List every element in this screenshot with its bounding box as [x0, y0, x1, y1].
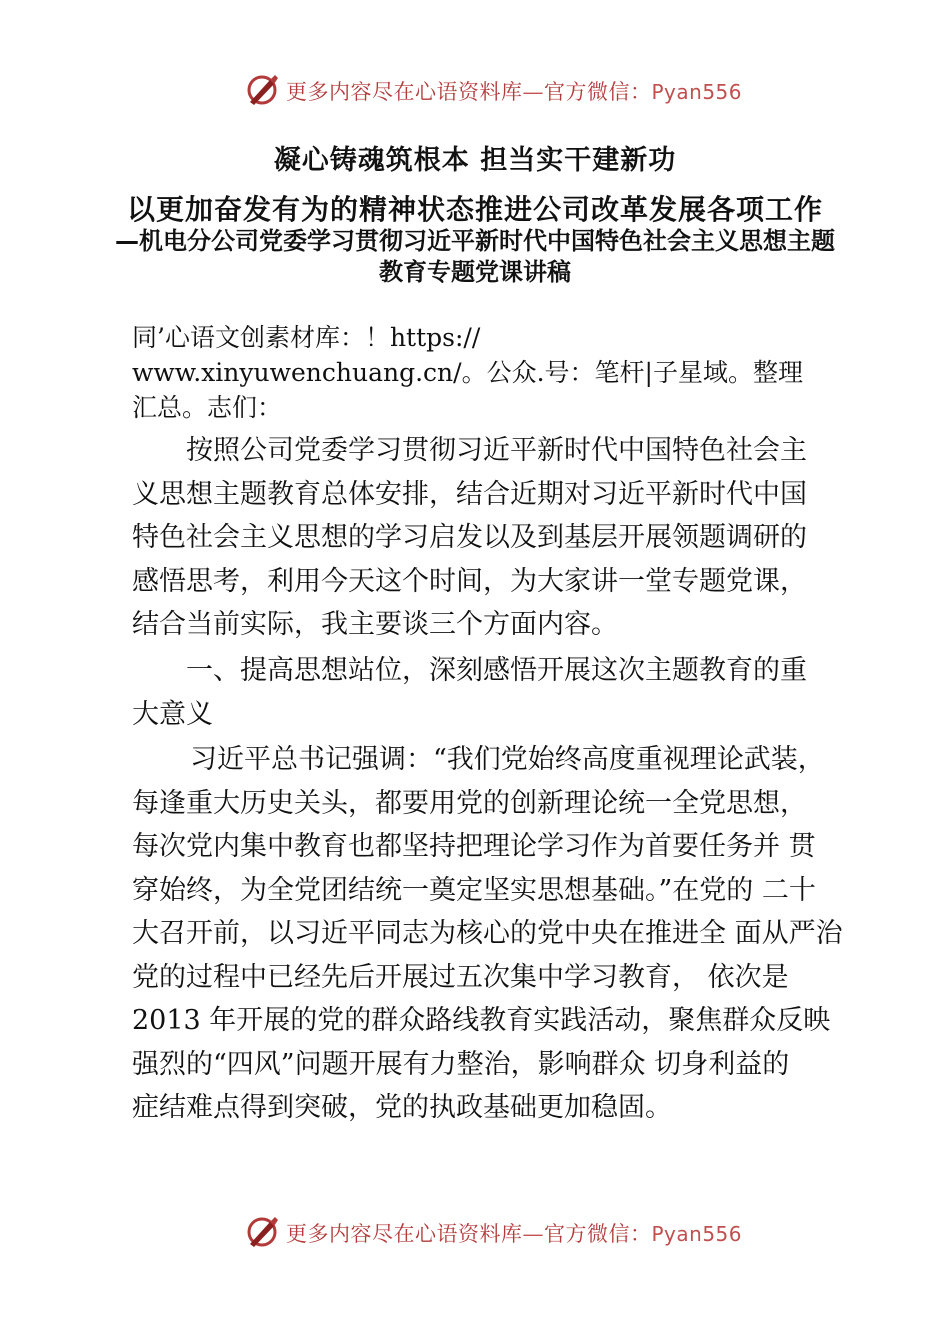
banner-text: 更多内容尽在心语资料库—官方微信：Pyan556: [286, 80, 743, 104]
paragraph-line: 2013 年开展的党的群众路线教育实践活动，聚焦群众反映: [132, 1005, 831, 1036]
paragraph-line: 每次党内集中教育也都坚持把理论学习作为首要任务并 贯: [132, 831, 816, 862]
footer-banner: [0, 1212, 950, 1256]
document-subtitle: 以更加奋发有为的精神状态推进公司改革发展各项工作: [126, 193, 823, 226]
source-note: [132, 320, 852, 425]
section-heading-1: 一、提高思想站位，深刻感悟开展这次主题教育的重大意义: [132, 655, 807, 730]
source-note-line: 同’心语文创素材库：！https://: [132, 323, 481, 352]
paragraph-line: 习近平总书记强调：“我们党始终高度重视理论武装，: [190, 744, 825, 775]
paragraph-line: 穿始终，为全党团结统一奠定坚实思想基础。”在党的 二十: [132, 874, 816, 906]
banner-text: 更多内容尽在心语资料库—官方微信：Pyan556: [286, 1222, 743, 1246]
body-paragraph-2: [132, 738, 843, 1130]
document-title: 凝心铸魂筑根本 担当实干建新功: [273, 145, 677, 176]
paragraph-line: 党的过程中已经先后开展过五次集中学习教育， 依次是: [132, 961, 789, 993]
body-paragraph-1: 按照公司党委学习贯彻习近平新时代中国特色社会主义思想主题教育总体安排，结合近期对习近平新时代中国特色社会主义思想的学习启发以及到基层开展领题调研的感悟思考，利用今天这个时间，为大家讲一堂专题党课，结合当前实际，我主要谈三个方面内容。: [132, 435, 807, 640]
source-note-line: 汇总。志们：: [132, 393, 283, 422]
paragraph-line: 大召开前，以习近平同志为核心的党中央在推进全 面从严治: [132, 918, 843, 949]
source-note-line: www.xinyuwenchuang.cn/。公众.号：笔杆|子星域。整理: [132, 358, 803, 387]
document-subheading: —机电分公司党委学习贯彻习近平新时代中国特色社会主义思想主题教育专题党课讲稿: [115, 227, 835, 286]
paragraph-line: 症结难点得到突破，党的执政基础更加稳固。: [132, 1092, 672, 1123]
pen-logo-icon: [244, 72, 280, 108]
header-banner: [0, 70, 950, 114]
pen-logo-icon: [244, 1214, 280, 1250]
paragraph-line: 每逢重大历史关头，都要用党的创新理论统一全党思想，: [132, 787, 807, 819]
paragraph-line: 强烈的“四风”问题开展有力整治，影响群众 切身利益的: [132, 1048, 790, 1080]
